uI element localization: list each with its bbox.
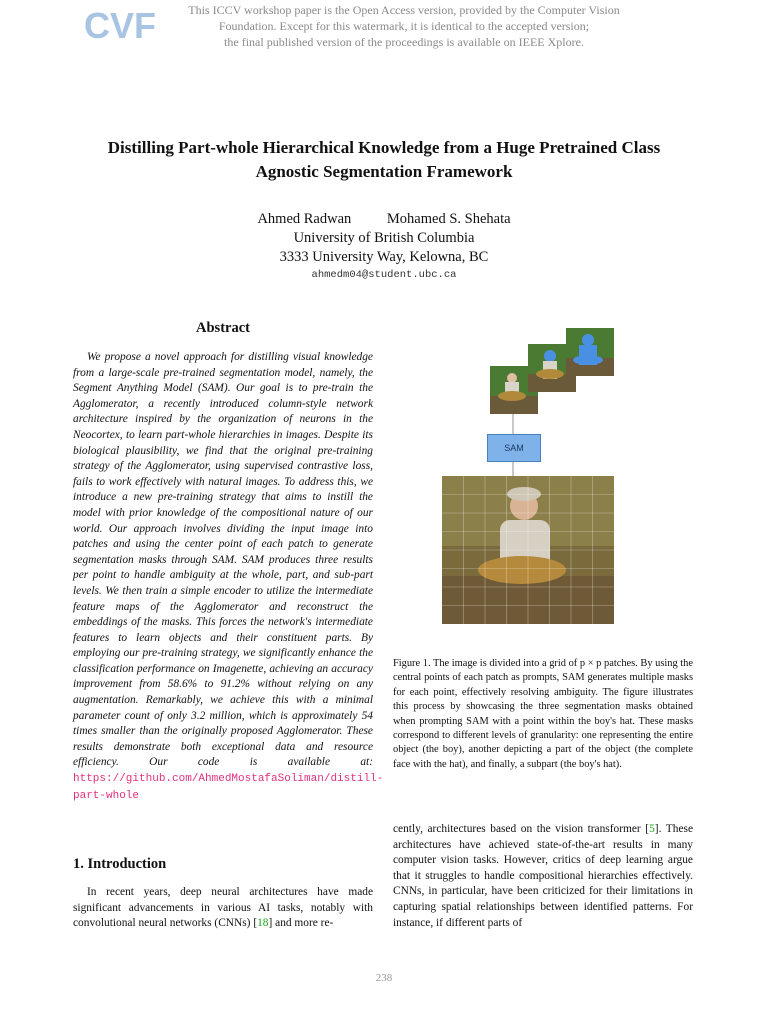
watermark-line: Foundation. Except for this watermark, it is identical to the accepted version; [218, 19, 590, 33]
author-name: Mohamed S. Shehata [386, 211, 511, 227]
page-number: 238 [375, 972, 393, 984]
title-line: Agnostic Segmentation Framework [255, 162, 513, 181]
author-block [184, 210, 584, 283]
intro-paragraph-left [73, 885, 373, 932]
author-email: ahmedm04@student.ubc.ca [311, 269, 457, 281]
figure-1 [440, 322, 620, 632]
watermark-line: This ICCV workshop paper is the Open Access version, provided by the Computer Vision [188, 3, 620, 17]
paper-title [60, 136, 708, 184]
cvf-logo-text: CVF [84, 5, 156, 46]
cvf-logo [82, 4, 156, 46]
watermark-line: the final published version of the proceedings is available on IEEE Xplore. [224, 35, 584, 49]
figure-caption: Figure 1. The image is divided into a grid of p × p patches. By using the central points of each patch as prompts, SAM generates multiple masks for each point, effectively resolving ambiguity. The figure illustrates this process by showcasing the three segmentation masks obtained when prompting SAM with a point within the boy's hat. These masks correspond to different levels of granularity: one representing the entire object (the boy), another depicting a part of the object (the complete face with the hat), and finally, a subpart (the boy's hat). [393, 658, 693, 770]
grid-image-graphic [442, 476, 614, 624]
introduction-heading: 1. Introduction [73, 856, 167, 872]
affiliation: University of British Columbia [293, 230, 475, 246]
title-line: Distilling Part-whole Hierarchical Knowledge from a Huge Pretrained Class [107, 138, 661, 157]
author-name: Ahmed Radwan [257, 211, 352, 227]
code-link[interactable]: https://github.com/AhmedMostafaSoliman/distill-part-whole [73, 773, 384, 802]
grid-image [442, 476, 614, 624]
sam-box: SAM [487, 434, 541, 462]
mask-image-subpart [566, 328, 614, 376]
intro-text: cently, architectures based on the vision transformer [ [393, 823, 650, 835]
mask-subpart-graphic [566, 328, 614, 376]
arrow-line-bottom [512, 461, 514, 476]
citation-link[interactable]: 18 [257, 917, 269, 930]
open-access-watermark [180, 2, 628, 50]
abstract-section [73, 318, 384, 804]
author-names [184, 210, 584, 229]
intro-text: ] and more re- [268, 917, 334, 930]
intro-text: ]. These architectures have achieved state-of-the-art results in many computer vision tasks. However, critics of deep learning argue that it struggles to handle compositional hierarchies effectively. CNNs, in particular, have been criticized for their limitations in capturing spatial relationships between identified patterns. For instance, if different parts of [393, 823, 693, 929]
intro-paragraph-right [393, 822, 693, 931]
abstract-text [73, 350, 384, 804]
abstract-body: We propose a novel approach for distilling visual knowledge from a large-scale pre-trained segmentation model, namely, the Segment Anything Model (SAM). Our goal is to pre-train the Agglomerator, a recently introduced column-style network architecture inspired by the organization of neurons in the Neocortex, to learn part-whole hierarchies in images. Despite its biological plausibility, we find that the original pre-training strategy of the Agglomerator, using supervised contrastive loss, fails to work effectively with natural images. To address this, we introduce a new pre-training strategy that aims to instill the model with prior knowledge of the compositional nature of our world. Our approach involves dividing the input image into patches and using the center point of each patch to generate segmentation masks through SAM. SAM produces three results per point to handle ambiguity at the whole, part, and sub-part levels. We then train a simple encoder to utilize the intermediate feature maps of the Agglomerator and reconstruct the embeddings of the masks. This forces the network's intermediate features to learn objects and their constituent parts. By employing our pre-training strategy, we significantly enhance the classification performance on Imagenette, achieving an accuracy improvement from 58.6% to 91.2% without relying on any augmentation. Remarkably, we achieve this with a minimal parameter count of only 3.2 million, which is approximately 54 times smaller than the originally proposed Agglomerator. These results demonstrate both exceptional data and resource efficiency. Our code is available at: [73, 351, 373, 769]
intro-text: In recent years, deep neural architectures have made significant advancements in various AI tasks, notably with convolutional neural networks (CNNs) [ [73, 886, 373, 930]
arrow-line-top [512, 414, 514, 434]
abstract-heading: Abstract [196, 320, 250, 336]
citation-link[interactable]: 5 [649, 823, 655, 835]
address: 3333 University Way, Kelowna, BC [279, 249, 489, 265]
